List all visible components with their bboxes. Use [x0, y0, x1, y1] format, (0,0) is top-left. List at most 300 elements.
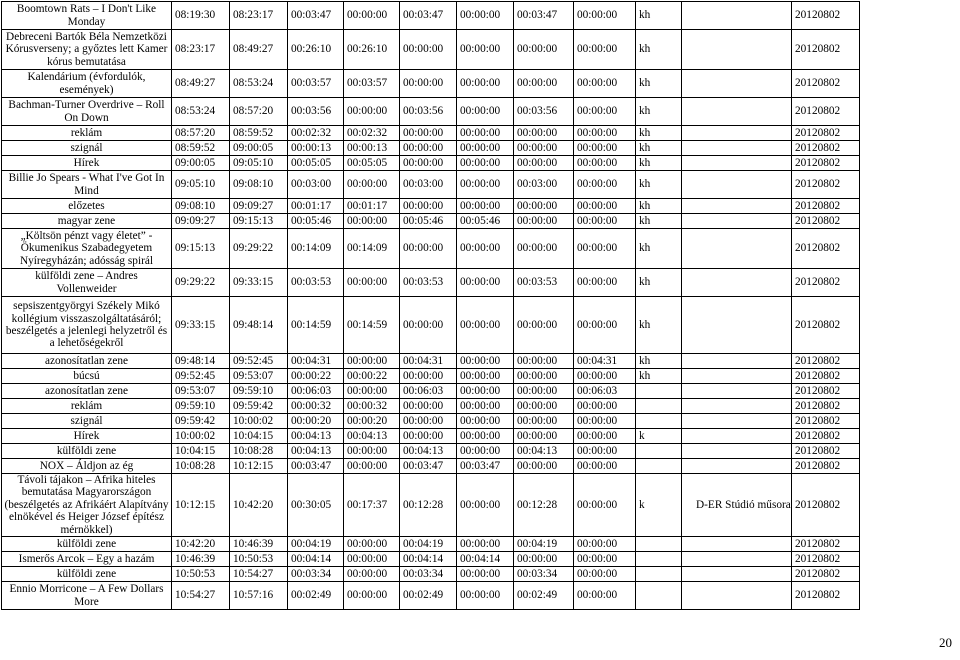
broadcast-log-table — [1, 1, 860, 610]
col-6-cell: 00:00:00 — [457, 98, 514, 126]
page-number: 20 — [939, 635, 952, 650]
col-7-cell: 00:00:00 — [514, 414, 574, 429]
col-5-cell: 00:00:00 — [400, 156, 457, 171]
date-cell: 20120802 — [792, 474, 860, 537]
start-time-cell: 09:59:10 — [172, 399, 230, 414]
col-6-cell: 00:00:00 — [457, 156, 514, 171]
studio-cell — [682, 70, 792, 98]
col-4-cell: 00:02:32 — [344, 126, 400, 141]
table-row — [2, 567, 860, 582]
col-7-cell: 00:00:00 — [514, 297, 574, 354]
col-5-cell: 00:12:28 — [400, 474, 457, 537]
start-time-cell: 08:19:30 — [172, 2, 230, 30]
col-5-cell: 00:00:00 — [400, 199, 457, 214]
table-row — [2, 269, 860, 297]
code-cell — [636, 414, 682, 429]
end-time-cell: 08:53:24 — [230, 70, 288, 98]
end-time-cell: 09:59:42 — [230, 399, 288, 414]
col-4-cell: 00:00:20 — [344, 414, 400, 429]
code-cell: kh — [636, 214, 682, 229]
end-time-cell: 08:57:20 — [230, 98, 288, 126]
col-4-cell: 00:00:00 — [344, 567, 400, 582]
col-7-cell: 00:02:49 — [514, 582, 574, 610]
col-5-cell: 00:00:00 — [400, 429, 457, 444]
duration-cell: 00:03:47 — [288, 2, 344, 30]
col-5-cell: 00:05:46 — [400, 214, 457, 229]
start-time-cell: 09:53:07 — [172, 384, 230, 399]
col-7-cell: 00:00:00 — [514, 369, 574, 384]
end-time-cell: 08:49:27 — [230, 30, 288, 70]
col-8-cell: 00:00:00 — [574, 567, 636, 582]
code-cell: k — [636, 429, 682, 444]
studio-cell — [682, 214, 792, 229]
table-row — [2, 141, 860, 156]
col-6-cell: 00:00:00 — [457, 399, 514, 414]
date-cell: 20120802 — [792, 70, 860, 98]
col-8-cell: 00:00:00 — [574, 269, 636, 297]
code-cell: kh — [636, 297, 682, 354]
duration-cell: 00:04:13 — [288, 444, 344, 459]
col-4-cell: 00:14:09 — [344, 229, 400, 269]
col-8-cell: 00:00:00 — [574, 98, 636, 126]
start-time-cell: 08:49:27 — [172, 70, 230, 98]
date-cell: 20120802 — [792, 414, 860, 429]
date-cell: 20120802 — [792, 214, 860, 229]
studio-cell — [682, 384, 792, 399]
table-row — [2, 70, 860, 98]
duration-cell: 00:03:57 — [288, 70, 344, 98]
studio-cell — [682, 297, 792, 354]
col-8-cell: 00:00:00 — [574, 199, 636, 214]
col-4-cell: 00:00:00 — [344, 537, 400, 552]
col-8-cell: 00:00:00 — [574, 126, 636, 141]
start-time-cell: 09:00:05 — [172, 156, 230, 171]
studio-cell — [682, 444, 792, 459]
code-cell — [636, 384, 682, 399]
col-6-cell: 00:00:00 — [457, 474, 514, 537]
table-row — [2, 199, 860, 214]
col-5-cell: 00:04:19 — [400, 537, 457, 552]
col-7-cell: 00:03:53 — [514, 269, 574, 297]
end-time-cell: 09:09:27 — [230, 199, 288, 214]
col-8-cell: 00:00:00 — [574, 229, 636, 269]
col-4-cell: 00:00:32 — [344, 399, 400, 414]
start-time-cell: 08:57:20 — [172, 126, 230, 141]
duration-cell: 00:00:20 — [288, 414, 344, 429]
col-4-cell: 00:00:00 — [344, 2, 400, 30]
duration-cell: 00:04:31 — [288, 354, 344, 369]
duration-cell: 00:02:32 — [288, 126, 344, 141]
program-title-cell: előzetes — [2, 199, 172, 214]
program-title-cell: Debreceni Bartók Béla Nemzetközi Kórusverseny; a győztes lett Kamer kórus bemutatása — [2, 30, 172, 70]
start-time-cell: 09:08:10 — [172, 199, 230, 214]
date-cell: 20120802 — [792, 567, 860, 582]
col-5-cell: 00:00:00 — [400, 229, 457, 269]
program-title-cell: szignál — [2, 414, 172, 429]
col-8-cell: 00:00:00 — [574, 444, 636, 459]
table-row — [2, 552, 860, 567]
studio-cell — [682, 429, 792, 444]
duration-cell: 00:03:00 — [288, 171, 344, 199]
start-time-cell: 10:12:15 — [172, 474, 230, 537]
program-title-cell: NOX – Áldjon az ég — [2, 459, 172, 474]
col-8-cell: 00:00:00 — [574, 141, 636, 156]
studio-cell — [682, 582, 792, 610]
start-time-cell: 10:42:20 — [172, 537, 230, 552]
table-row — [2, 98, 860, 126]
studio-cell — [682, 141, 792, 156]
col-7-cell: 00:00:00 — [514, 126, 574, 141]
col-7-cell: 00:00:00 — [514, 30, 574, 70]
end-time-cell: 10:08:28 — [230, 444, 288, 459]
col-7-cell: 00:04:19 — [514, 537, 574, 552]
start-time-cell: 10:54:27 — [172, 582, 230, 610]
end-time-cell: 09:53:07 — [230, 369, 288, 384]
program-title-cell: reklám — [2, 126, 172, 141]
duration-cell: 00:02:49 — [288, 582, 344, 610]
start-time-cell: 09:59:42 — [172, 414, 230, 429]
start-time-cell: 08:53:24 — [172, 98, 230, 126]
table-row — [2, 429, 860, 444]
date-cell: 20120802 — [792, 369, 860, 384]
date-cell: 20120802 — [792, 429, 860, 444]
date-cell: 20120802 — [792, 156, 860, 171]
col-6-cell: 00:00:00 — [457, 537, 514, 552]
col-8-cell: 00:00:00 — [574, 2, 636, 30]
col-5-cell: 00:03:00 — [400, 171, 457, 199]
col-5-cell: 00:00:00 — [400, 369, 457, 384]
studio-cell — [682, 30, 792, 70]
col-6-cell: 00:00:00 — [457, 444, 514, 459]
date-cell: 20120802 — [792, 98, 860, 126]
program-title-cell: külföldi zene — [2, 537, 172, 552]
table-row — [2, 297, 860, 354]
program-title-cell: külföldi zene – Andres Vollenweider — [2, 269, 172, 297]
col-4-cell: 00:17:37 — [344, 474, 400, 537]
program-title-cell: Boomtown Rats – I Don't Like Monday — [2, 2, 172, 30]
col-4-cell: 00:00:00 — [344, 459, 400, 474]
col-6-cell: 00:00:00 — [457, 414, 514, 429]
end-time-cell: 09:05:10 — [230, 156, 288, 171]
code-cell: kh — [636, 354, 682, 369]
start-time-cell: 10:08:28 — [172, 459, 230, 474]
col-8-cell: 00:00:00 — [574, 459, 636, 474]
end-time-cell: 10:54:27 — [230, 567, 288, 582]
start-time-cell: 09:33:15 — [172, 297, 230, 354]
date-cell: 20120802 — [792, 269, 860, 297]
table-row — [2, 126, 860, 141]
col-5-cell: 00:04:14 — [400, 552, 457, 567]
col-5-cell: 00:04:31 — [400, 354, 457, 369]
col-6-cell: 00:00:00 — [457, 384, 514, 399]
col-8-cell: 00:00:00 — [574, 369, 636, 384]
studio-cell — [682, 98, 792, 126]
table-row — [2, 171, 860, 199]
col-5-cell: 00:04:13 — [400, 444, 457, 459]
duration-cell: 00:14:09 — [288, 229, 344, 269]
program-title-cell: Hírek — [2, 156, 172, 171]
col-8-cell: 00:00:00 — [574, 582, 636, 610]
col-6-cell: 00:00:00 — [457, 171, 514, 199]
col-8-cell: 00:00:00 — [574, 552, 636, 567]
start-time-cell: 10:46:39 — [172, 552, 230, 567]
code-cell — [636, 552, 682, 567]
col-5-cell: 00:03:53 — [400, 269, 457, 297]
studio-cell — [682, 229, 792, 269]
duration-cell: 00:14:59 — [288, 297, 344, 354]
col-7-cell: 00:00:00 — [514, 399, 574, 414]
col-4-cell: 00:05:05 — [344, 156, 400, 171]
studio-cell — [682, 126, 792, 141]
col-8-cell: 00:00:00 — [574, 399, 636, 414]
table-row — [2, 399, 860, 414]
col-8-cell: 00:00:00 — [574, 156, 636, 171]
col-6-cell: 00:00:00 — [457, 229, 514, 269]
col-4-cell: 00:04:13 — [344, 429, 400, 444]
date-cell: 20120802 — [792, 171, 860, 199]
end-time-cell: 10:50:53 — [230, 552, 288, 567]
studio-cell — [682, 2, 792, 30]
program-title-cell: Ismerős Arcok – Egy a hazám — [2, 552, 172, 567]
duration-cell: 00:05:46 — [288, 214, 344, 229]
col-6-cell: 00:00:00 — [457, 269, 514, 297]
col-4-cell: 00:03:57 — [344, 70, 400, 98]
col-7-cell: 00:12:28 — [514, 474, 574, 537]
start-time-cell: 10:04:15 — [172, 444, 230, 459]
end-time-cell: 09:15:13 — [230, 214, 288, 229]
col-8-cell: 00:00:00 — [574, 297, 636, 354]
duration-cell: 00:00:13 — [288, 141, 344, 156]
end-time-cell: 10:12:15 — [230, 459, 288, 474]
duration-cell: 00:26:10 — [288, 30, 344, 70]
table-row — [2, 414, 860, 429]
col-4-cell: 00:00:00 — [344, 552, 400, 567]
code-cell: kh — [636, 171, 682, 199]
date-cell: 20120802 — [792, 199, 860, 214]
studio-cell — [682, 414, 792, 429]
col-6-cell: 00:00:00 — [457, 429, 514, 444]
end-time-cell: 09:29:22 — [230, 229, 288, 269]
duration-cell: 00:01:17 — [288, 199, 344, 214]
col-7-cell: 00:00:00 — [514, 156, 574, 171]
code-cell: kh — [636, 98, 682, 126]
table-row — [2, 156, 860, 171]
col-6-cell: 00:05:46 — [457, 214, 514, 229]
col-6-cell: 00:00:00 — [457, 369, 514, 384]
col-4-cell: 00:14:59 — [344, 297, 400, 354]
col-4-cell: 00:00:00 — [344, 269, 400, 297]
date-cell: 20120802 — [792, 552, 860, 567]
col-5-cell: 00:06:03 — [400, 384, 457, 399]
duration-cell: 00:00:32 — [288, 399, 344, 414]
col-4-cell: 00:00:00 — [344, 98, 400, 126]
duration-cell: 00:03:56 — [288, 98, 344, 126]
col-8-cell: 00:00:00 — [574, 171, 636, 199]
table-row — [2, 459, 860, 474]
col-8-cell: 00:00:00 — [574, 414, 636, 429]
col-5-cell: 00:00:00 — [400, 126, 457, 141]
code-cell: kh — [636, 369, 682, 384]
col-4-cell: 00:26:10 — [344, 30, 400, 70]
code-cell — [636, 582, 682, 610]
col-7-cell: 00:00:00 — [514, 70, 574, 98]
program-title-cell: „Költsön pénzt vagy életet” - Ökumenikus Szabadegyetem Nyíregyházán; adósság spirál — [2, 229, 172, 269]
code-cell: kh — [636, 2, 682, 30]
col-7-cell: 00:03:34 — [514, 567, 574, 582]
date-cell: 20120802 — [792, 354, 860, 369]
col-8-cell: 00:06:03 — [574, 384, 636, 399]
col-6-cell: 00:04:14 — [457, 552, 514, 567]
end-time-cell: 09:59:10 — [230, 384, 288, 399]
duration-cell: 00:04:14 — [288, 552, 344, 567]
end-time-cell: 09:52:45 — [230, 354, 288, 369]
col-7-cell: 00:03:56 — [514, 98, 574, 126]
col-5-cell: 00:00:00 — [400, 141, 457, 156]
table-row — [2, 354, 860, 369]
start-time-cell: 09:05:10 — [172, 171, 230, 199]
col-5-cell: 00:03:56 — [400, 98, 457, 126]
studio-cell — [682, 156, 792, 171]
code-cell: kh — [636, 30, 682, 70]
table-row — [2, 30, 860, 70]
code-cell — [636, 537, 682, 552]
studio-cell — [682, 354, 792, 369]
date-cell: 20120802 — [792, 229, 860, 269]
date-cell: 20120802 — [792, 126, 860, 141]
col-5-cell: 00:00:00 — [400, 297, 457, 354]
program-title-cell: reklám — [2, 399, 172, 414]
code-cell: kh — [636, 126, 682, 141]
studio-cell — [682, 269, 792, 297]
date-cell: 20120802 — [792, 444, 860, 459]
col-6-cell: 00:00:00 — [457, 2, 514, 30]
end-time-cell: 10:00:02 — [230, 414, 288, 429]
col-7-cell: 00:00:00 — [514, 552, 574, 567]
program-title-cell: magyar zene — [2, 214, 172, 229]
table-row — [2, 2, 860, 30]
col-6-cell: 00:00:00 — [457, 199, 514, 214]
col-6-cell: 00:03:47 — [457, 459, 514, 474]
col-7-cell: 00:03:47 — [514, 2, 574, 30]
studio-cell — [682, 552, 792, 567]
code-cell — [636, 444, 682, 459]
col-5-cell: 00:00:00 — [400, 414, 457, 429]
code-cell: kh — [636, 70, 682, 98]
studio-cell — [682, 369, 792, 384]
start-time-cell: 09:09:27 — [172, 214, 230, 229]
studio-cell — [682, 199, 792, 214]
col-8-cell: 00:00:00 — [574, 474, 636, 537]
start-time-cell: 09:15:13 — [172, 229, 230, 269]
table-row — [2, 537, 860, 552]
program-title-cell: Ennio Morricone – A Few Dollars More — [2, 582, 172, 610]
col-4-cell: 00:00:22 — [344, 369, 400, 384]
col-5-cell: 00:03:34 — [400, 567, 457, 582]
col-6-cell: 00:00:00 — [457, 126, 514, 141]
col-6-cell: 00:00:00 — [457, 141, 514, 156]
program-title-cell: búcsú — [2, 369, 172, 384]
program-title-cell: azonosítatlan zene — [2, 354, 172, 369]
start-time-cell: 09:29:22 — [172, 269, 230, 297]
col-7-cell: 00:04:13 — [514, 444, 574, 459]
col-7-cell: 00:03:00 — [514, 171, 574, 199]
program-title-cell: Bachman-Turner Overdrive – Roll On Down — [2, 98, 172, 126]
start-time-cell: 10:50:53 — [172, 567, 230, 582]
col-6-cell: 00:00:00 — [457, 30, 514, 70]
program-title-cell: Távoli tájakon – Afrika hiteles bemutatása Magyarországon (beszélgetés az Afrikáért Alapítvány elnökével és Heiger József építész mérnökkel) — [2, 474, 172, 537]
col-8-cell: 00:04:31 — [574, 354, 636, 369]
end-time-cell: 10:04:15 — [230, 429, 288, 444]
table-row — [2, 384, 860, 399]
duration-cell: 00:04:13 — [288, 429, 344, 444]
col-4-cell: 00:01:17 — [344, 199, 400, 214]
col-8-cell: 00:00:00 — [574, 537, 636, 552]
program-title-cell: szignál — [2, 141, 172, 156]
col-8-cell: 00:00:00 — [574, 70, 636, 98]
duration-cell: 00:03:47 — [288, 459, 344, 474]
col-4-cell: 00:00:00 — [344, 582, 400, 610]
duration-cell: 00:00:22 — [288, 369, 344, 384]
col-7-cell: 00:00:00 — [514, 384, 574, 399]
col-7-cell: 00:00:00 — [514, 229, 574, 269]
table-row — [2, 369, 860, 384]
col-7-cell: 00:00:00 — [514, 354, 574, 369]
studio-cell — [682, 567, 792, 582]
col-6-cell: 00:00:00 — [457, 582, 514, 610]
col-6-cell: 00:00:00 — [457, 567, 514, 582]
table-row — [2, 444, 860, 459]
code-cell: kh — [636, 156, 682, 171]
code-cell — [636, 567, 682, 582]
start-time-cell: 10:00:02 — [172, 429, 230, 444]
col-6-cell: 00:00:00 — [457, 354, 514, 369]
program-title-cell: Hírek — [2, 429, 172, 444]
studio-cell: D-ER Stúdió műsora — [682, 474, 792, 537]
col-6-cell: 00:00:00 — [457, 70, 514, 98]
date-cell: 20120802 — [792, 2, 860, 30]
col-4-cell: 00:00:00 — [344, 444, 400, 459]
col-7-cell: 00:00:00 — [514, 141, 574, 156]
program-title-cell: sepsiszentgyörgyi Székely Mikó kollégium visszaszolgáltatásáról; beszélgetés a jelenlegi helyzetről és a lehetőségekről — [2, 297, 172, 354]
end-time-cell: 08:59:52 — [230, 126, 288, 141]
col-8-cell: 00:00:00 — [574, 429, 636, 444]
start-time-cell: 09:48:14 — [172, 354, 230, 369]
col-4-cell: 00:00:00 — [344, 214, 400, 229]
col-6-cell: 00:00:00 — [457, 297, 514, 354]
code-cell — [636, 459, 682, 474]
end-time-cell: 09:08:10 — [230, 171, 288, 199]
studio-cell — [682, 171, 792, 199]
col-5-cell: 00:03:47 — [400, 2, 457, 30]
start-time-cell: 08:23:17 — [172, 30, 230, 70]
date-cell: 20120802 — [792, 30, 860, 70]
date-cell: 20120802 — [792, 459, 860, 474]
code-cell: k — [636, 474, 682, 537]
end-time-cell: 10:46:39 — [230, 537, 288, 552]
date-cell: 20120802 — [792, 141, 860, 156]
date-cell: 20120802 — [792, 297, 860, 354]
program-title-cell: külföldi zene — [2, 444, 172, 459]
col-4-cell: 00:00:00 — [344, 354, 400, 369]
table-row — [2, 214, 860, 229]
table-row — [2, 474, 860, 537]
code-cell — [636, 399, 682, 414]
col-7-cell: 00:00:00 — [514, 199, 574, 214]
col-5-cell: 00:03:47 — [400, 459, 457, 474]
col-8-cell: 00:00:00 — [574, 30, 636, 70]
table-row — [2, 582, 860, 610]
duration-cell: 00:04:19 — [288, 537, 344, 552]
